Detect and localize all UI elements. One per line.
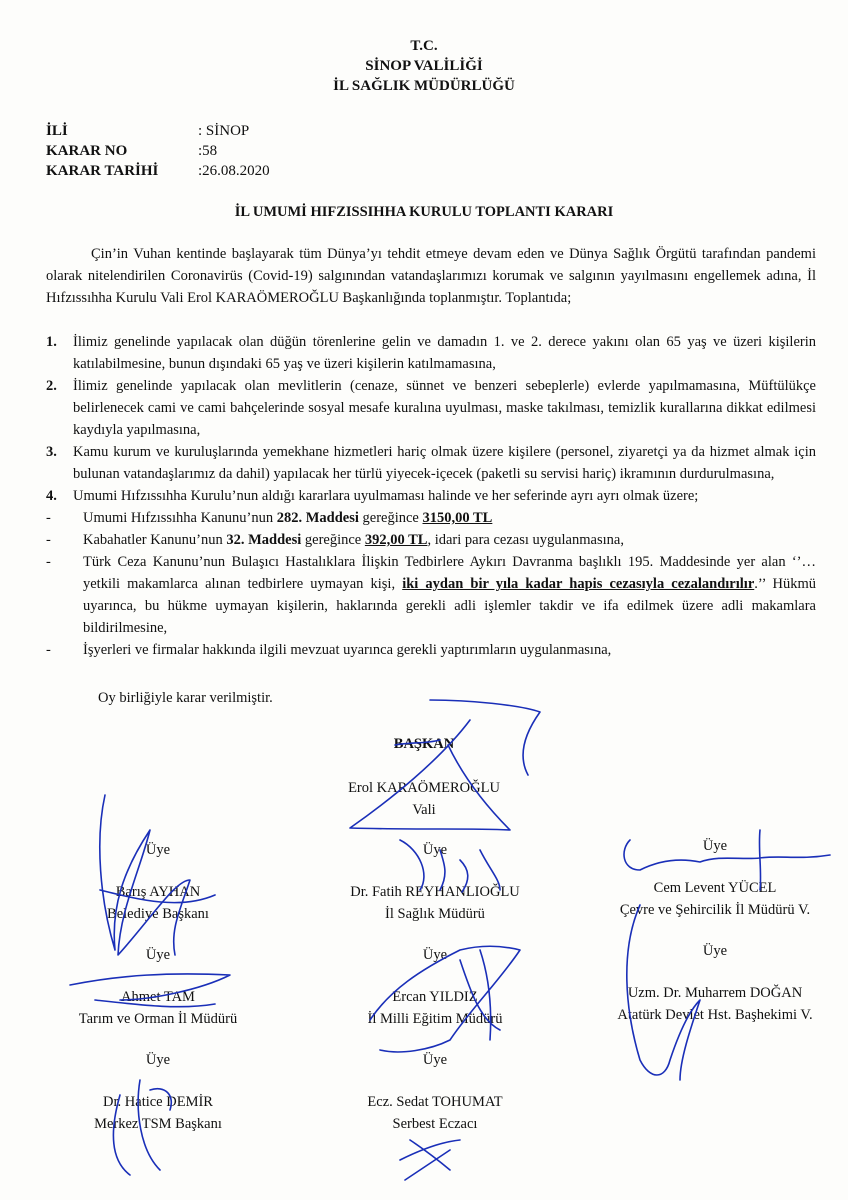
signatory-title: İl Sağlık Müdürü (385, 906, 485, 922)
penalty-list (46, 507, 816, 661)
bold-article: 282. Maddesi (276, 510, 359, 526)
signatory-role: BAŞKAN (393, 736, 455, 752)
decision-meta (46, 121, 270, 181)
item-text: Umumi Hıfzıssıhha Kurulu’nun aldığı kararlara uyulmaması halinde ve her seferinde ayrı ayrı olmak üzere; (73, 488, 699, 504)
decision-list (46, 331, 816, 661)
header-directorate: İL SAĞLIK MÜDÜRLÜĞÜ (333, 78, 515, 94)
signatory-title: Çevre ve Şehircilik İl Müdürü V. (619, 902, 811, 918)
text-run: Umumi Hıfzıssıhha Kanunu’nun (83, 510, 277, 526)
signatory-name: Erol KARAÖMEROĞLU (348, 780, 500, 796)
signatory-member (595, 940, 835, 1026)
meta-value: : SİNOP (198, 123, 250, 139)
item-number: 2. (46, 378, 57, 394)
signatory-title: Belediye Başkanı (107, 906, 209, 922)
bold-article: 32. Maddesi (226, 532, 302, 548)
decision-item (46, 441, 816, 485)
meta-value: :58 (198, 143, 218, 159)
item-number: 1. (46, 334, 57, 350)
signatory-name: Dr. Fatih REYHANLIOĞLU (350, 884, 520, 900)
document-title: İL UMUMİ HIFZISSIHHA KURULU TOPLANTI KARARI (234, 204, 614, 220)
prison-sentence: iki aydan bir yıla kadar hapis cezasıyla cezalandırılır (402, 576, 755, 592)
penalty-text: İşyerleri ve firmalar hakkında ilgili mevzuat uyarınca gerekli yaptırımların uygulanmasına, (83, 642, 612, 658)
signatory-member (58, 1049, 258, 1135)
penalty-item (46, 507, 816, 529)
penalty-text (83, 507, 816, 529)
signatory-title: Atatürk Devlet Hst. Başhekimi V. (617, 1007, 813, 1023)
dash-bullet: - (46, 554, 51, 570)
dash-bullet: - (46, 642, 51, 658)
signatory-name: Barış AYHAN (115, 884, 201, 900)
signatory-role: Üye (145, 947, 171, 963)
signatory-role: Üye (422, 947, 448, 963)
text-run: Türk Ceza Kanunu’nun Bulaşıcı Hastalıklara İlişkin Tedbirlere Aykırı Davranma başlıklı 195. Maddesinde yer alan ‘’… yetkili makamlarca alınan tedbirlere uymayan kişi, (83, 554, 816, 592)
item-text: İlimiz genelinde yapılacak olan düğün törenlerine gelin ve damadın 1. ve 2. derece yakını olan 65 yaş ve üzeri kişilerin katılabilmesine, bunun dışındaki 65 yaş ve üzeri kişilerin katılmamasına, (73, 334, 816, 372)
dash-bullet: - (46, 532, 51, 548)
penalty-item (46, 551, 816, 639)
signatory-role: Üye (422, 842, 448, 858)
text-run: , idari para cezası uygulanmasına, (427, 532, 624, 548)
header-governorship: SİNOP VALİLİĞİ (365, 58, 483, 74)
meta-key: İLİ (46, 123, 68, 139)
signatory-member (320, 1049, 550, 1135)
penalty-text (83, 551, 816, 639)
signatory-role: Üye (702, 838, 728, 854)
signatory-title: Vali (412, 802, 436, 818)
signatory-name: Ecz. Sedat TOHUMAT (367, 1094, 503, 1110)
signatory-name: Uzm. Dr. Muharrem DOĞAN (627, 985, 803, 1001)
item-number: 3. (46, 444, 57, 460)
text-run: gereğince (358, 510, 423, 526)
signatory-title: Merkez TSM Başkanı (94, 1116, 222, 1132)
signatory-role: Üye (145, 842, 171, 858)
signatory-title: İl Milli Eğitim Müdürü (367, 1011, 503, 1027)
signatory-title: Tarım ve Orman İl Müdürü (78, 1011, 238, 1027)
decision-item (46, 375, 816, 441)
signatory-member (320, 944, 550, 1030)
decision-item (46, 485, 816, 507)
meta-key: KARAR TARİHİ (46, 163, 159, 179)
signatory-role: Üye (422, 1052, 448, 1068)
penalty-item (46, 639, 816, 661)
fine-amount: 3150,00 TL (422, 510, 493, 526)
item-text: İlimiz genelinde yapılacak olan mevlitlerin (cenaze, sünnet ve benzeri sebeplerle) evlerde yapılmamasına, Müftülükçe belirlenecek cami ve cami bahçelerinde sosyal mesafe kuralına uyulması, maske takılması, temizlik kurallarına dikkat edilmesi kaydıyla yapılmasına, (73, 378, 816, 438)
signatory-chair (324, 733, 524, 821)
closing-statement: Oy birliğiyle karar verilmiştir. (98, 690, 273, 706)
penalty-item (46, 529, 816, 551)
signatory-member (320, 839, 550, 925)
signatory-member (58, 839, 258, 925)
meta-key: KARAR NO (46, 143, 128, 159)
dash-bullet: - (46, 510, 51, 526)
text-run: Kabahatler Kanunu’nun (83, 532, 227, 548)
signatory-role: Üye (702, 943, 728, 959)
signatory-role: Üye (145, 1052, 171, 1068)
fine-amount: 392,00 TL (364, 532, 428, 548)
meta-value: :26.08.2020 (198, 163, 270, 179)
signatory-name: Ahmet TAM (121, 989, 195, 1005)
item-number: 4. (46, 488, 57, 504)
signatory-member (58, 944, 258, 1030)
text-run: .’’ Hükmü uyarınca, bu hükme uymayan kişilerin, haklarında gerekli adli işlemler takdir ve ifa edilmek üzere adli makamlara bildirilmesine, (83, 576, 816, 636)
text-run: gereğince (301, 532, 365, 548)
intro-paragraph: Çin’in Vuhan kentinde başlayarak tüm Dünya’yı tehdit etmeye devam eden ve Dünya Sağlık Örgütü tarafından pandemi olarak nitelendirilen Coronavirüs (Covid-19) salgınından vatandaşlarımızı korumak ve salgının yayılmasını engellemek adına, İl Hıfzıssıhha Kurulu Vali Erol KARAÖMEROĞLU Başkanlığında toplanmıştır. Toplantıda; (46, 246, 816, 306)
signatory-name: Dr. Hatice DEMİR (103, 1094, 213, 1110)
meta-decision-date (46, 161, 270, 181)
decision-item (46, 331, 816, 375)
item-text: Kamu kurum ve kuruluşlarında yemekhane hizmetleri hariç olmak üzere kişilere (personel, ziyaretçi ya da hizmet almak için bulunan vatandaşlarımız da dahil) yapılacak her türlü yiyecek-içecek (paketli su servisi hariç) ikramının durdurulmasına, (73, 444, 816, 482)
header-tc: T.C. (410, 38, 438, 54)
signatory-name: Cem Levent YÜCEL (653, 880, 777, 896)
signatory-title: Serbest Eczacı (392, 1116, 478, 1132)
signatory-member (595, 835, 835, 921)
penalty-text (83, 529, 816, 551)
meta-province (46, 121, 270, 141)
signature-member-8 (400, 1140, 460, 1180)
signatory-name: Ercan YILDIZ (392, 989, 478, 1005)
meta-decision-no (46, 141, 270, 161)
